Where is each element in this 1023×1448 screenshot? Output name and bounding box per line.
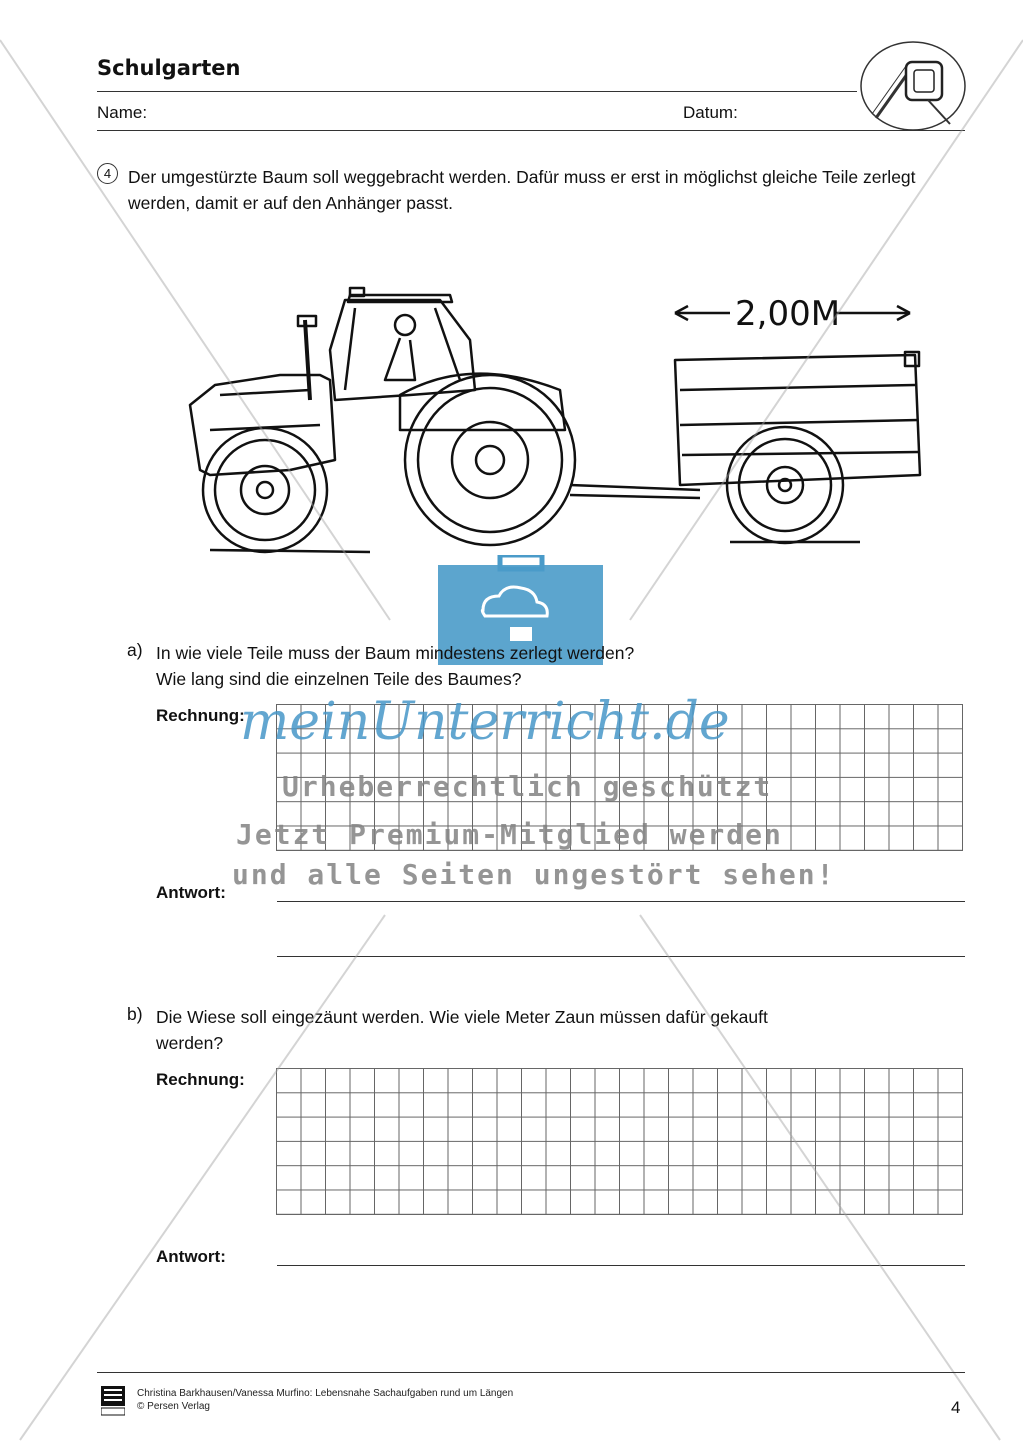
page-title: Schulgarten (97, 56, 241, 80)
part-a-calc-label: Rechnung: (156, 706, 245, 725)
part-a-label: a) (127, 640, 143, 660)
footer-divider (97, 1372, 965, 1373)
tape-measure-icon (858, 40, 968, 132)
part-a-answer-line-2[interactable] (277, 956, 965, 957)
trailer-length-label: 2,00M (735, 294, 841, 334)
task-instruction: Der umgestürzte Baum soll weggebracht werden. Dafür muss er erst in möglichst gleiche Teile zerlegt werden, damit er auf den Anhänger passt. (128, 167, 916, 213)
part-a-answer-label: Antwort: (156, 883, 226, 902)
part-b-label: b) (127, 1004, 143, 1024)
footer-credit-line: Christina Barkhausen/Vanessa Murfino: Lebensnahe Sachaufgaben rund um Längen (137, 1388, 514, 1399)
header-divider (97, 130, 965, 131)
footer-publisher: © Persen Verlag (137, 1401, 210, 1412)
watermark-line-3: und alle Seiten ungestört sehen! (232, 858, 836, 891)
date-label: Datum: (683, 103, 738, 122)
watermark-logo-text: meinUnterricht.de (240, 692, 730, 752)
part-b-answer-label: Antwort: (156, 1247, 226, 1266)
watermark-line-1: Urheberrechtlich geschützt (282, 770, 773, 803)
part-a-question-1: In wie viele Teile muss der Baum mindestens zerlegt werden? (156, 643, 635, 663)
name-label: Name: (97, 103, 148, 122)
part-b-calc-label: Rechnung: (156, 1070, 245, 1089)
footer-credit (137, 1387, 513, 1413)
part-b-calc-grid[interactable] (276, 1068, 963, 1215)
task-number: 4 (97, 163, 118, 184)
watermark-line-2: Jetzt Premium-Mitglied werden (236, 818, 783, 851)
part-b-question-1: Die Wiese soll eingezäunt werden. Wie viele Meter Zaun müssen dafür gekauft (156, 1007, 768, 1027)
part-a-answer-line-1[interactable] (277, 901, 965, 902)
title-divider (97, 91, 857, 92)
page-number: 4 (951, 1398, 961, 1417)
part-b-question-2: werden? (156, 1033, 224, 1053)
tractor-trailer-illustration (170, 280, 930, 570)
part-a-question-2: Wie lang sind die einzelnen Teile des Baumes? (156, 669, 522, 689)
persen-logo-icon (101, 1386, 125, 1416)
part-b-answer-line[interactable] (277, 1265, 965, 1266)
